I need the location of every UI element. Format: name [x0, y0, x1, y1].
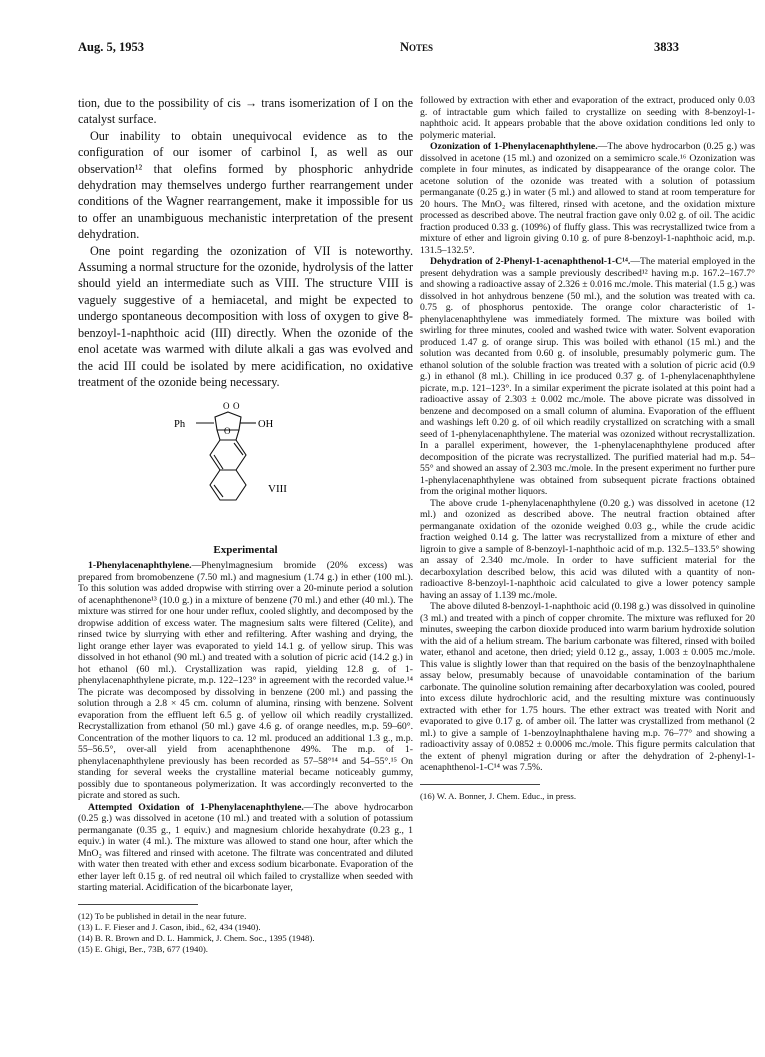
right-paragraph-3: [420, 256, 755, 498]
right-paragraph-2: [420, 141, 755, 256]
run-in-heading: Ozonization of 1-Phenylacenaphthylene.: [430, 141, 598, 152]
right-paragraph-5: The above diluted 8-benzoyl-1-naphthoic acid (0.198 g.) was dissolved in quinoline (3 ml.) and treated with a pinch of copper chromite. The mixture was refluxed for 20 minutes, sweeping the carbon dioxide produced into warm barium hydroxide solution with the aid of a helium stream. The barium carbonate was filtered, rinsed with boiled water, ethanol and acetone, then dried; yield 0.12 g., assay, 1.003 ± 0.005 mc./mole. This value is slightly lower than that required on the basis of the benzoylnaphthalene assay below, presumably because of unavoidable contamination of the barium carbonate. The quinoline solution remaining after decarboxylation was cooled, poured into excess dilute hydrochloric acid, and the resulting mixture was continuously extracted with ether for 1.75 hours. The ether extract was treated with Norit and evaporated to give 0.17 g. of amber oil. The latter was crystallized from methanol (2 ml.) to give a sample of 1-benzoylnaphthalene having m.p. 76–77° and showing a radioactivity assay of 0.0852 ± 0.0006 mc./mole. This figure permits calculation that the extent of phenyl migration during or after the dehydration of 2-phenyl-1-acenaphthenol-1-C¹⁴ was 7.5%.: [420, 601, 755, 773]
experimental-heading: Experimental: [213, 544, 278, 557]
footnote-rule: [78, 904, 198, 905]
structure-label: VIII: [268, 483, 287, 496]
structure-o-ring: O: [224, 426, 231, 437]
footnote-15: (15) E. Ghigi, Ber., 73B, 677 (1940).: [78, 943, 208, 954]
header-section: Notes: [400, 40, 434, 54]
structure-viii-drawing: [78, 392, 413, 542]
experimental-paragraph-1: [78, 560, 413, 802]
right-paragraph-1: followed by extraction with ether and evaporation of the extract, produced only 0.03 g. of intractable gum which failed to crystallize on seeding with 8-benzoyl-1-naphthoic acid. It appears probable that the above oxidation conditions led only to polymeric material.: [420, 95, 755, 141]
left-paragraph-2: Our inability to obtain unequivocal evidence as to the configuration of our isomer of carbinol I, as well as our observation¹² that olefins formed by phosphoric anhydride dehydration may themselves undergo further rearrangement under conditions of the Wagner rearrangement, make it impossible for us to offer an unambiguous mechanistic interpretation of the present dehydration.: [78, 128, 413, 242]
footnote-16: (16) W. A. Bonner, J. Chem. Educ., in press.: [420, 790, 577, 801]
experimental-paragraph-2: [78, 802, 413, 894]
footnote-rule: [420, 784, 540, 785]
right-paragraph-4: The above crude 1-phenylacenaphthylene (0.20 g.) was dissolved in acetone (12 ml.) and ozonized as described above. The neutral fraction obtained after permanganate oxidation of the ozonide weighed 0.03 g., while the crude acidic fraction weighed 0.14 g. The latter was recrystallized from a mixture of ether and ligroin to give a sample of 8-benzoyl-1-naphthoic acid of m.p. 132.5–133.5° showing an assay of 2.340 mc./mole. In order to have sufficient material for the decarboxylation described below, this acid was diluted with a quantity of non-radioactive 8-benzoyl-1-naphthoic acid calculated to give a lower potency sample having an assay of 1.139 mc./mole.: [420, 497, 755, 601]
header-page-number: 3833: [654, 40, 679, 54]
header-date: Aug. 5, 1953: [78, 40, 144, 54]
right-column: [420, 95, 755, 802]
structure-o-top-right: O: [233, 401, 240, 412]
paragraph-text: —The material employed in the present dehydration was a sample previously described¹² having m.p. 167.2–167.7° and showing a radioactive assay of 2.326 ± 0.016 mc./mole. This material (1.5 g.) was dissolved in hot anhydrous benzene (50 ml.), and the solution was treated with ca. 0.75 g. of phosphorus pentoxide. The orange color characteristic of 1-phenylacenaphthylene was immediately formed. The mixture was boiled with swirling for three minutes, cooled and washed twice with water. Solvent evaporation produced 1.47 g. of orange sirup. This was boiled with ethanol (15 ml.) and the solution was decanted from 0.60 g. of insoluble, presumably polymeric gum. The ethanol solution of the soluble fraction was treated with a solution of picric acid (0.9 g.) in ethanol (8 ml.). Chilling in ice produced 0.37 g. of 1-phenylacenaphthylene picrate, m.p. 121–123°. In a similar experiment the picrate isolated at this point had a radioactive assay of 2.303 ± 0.002 mc./mole. The above picrate was dissolved in benzene and decomposed on a small column of alumina. Evaporation of the effluent and washings left 0.20 g. of oil which readily crystallized on scratching with a small seed of 1-phenylacenaphthylene. The material was ozonized without recrystallization. In a parallel experiment, however, the 1-phenylacenaphthylene produced after decomposition of the picrate was recrystallized. The purified material had m.p. 54–55° and showed an assay of 2.303 mc./mole. In the present experiment no further pure 1-phenylacenaphthylene was obtained from subsequent picrate fractions obtained from the original mother liquors.: [420, 256, 756, 497]
footnote-14: (14) B. R. Brown and D. L. Hammick, J. Chem. Soc., 1395 (1948).: [78, 932, 315, 943]
paragraph-text: —The above hydrocarbon (0.25 g.) was dissolved in acetone (10 ml.) and treated with a solution of potassium permanganate (0.35 g., 1 equiv.) and magnesium chloride hexahydrate (0.23 g., 1 equiv.) in water (4 ml.). The mixture was allowed to stand one hour, after which the MnO₂ was filtered and rinsed with acetone. The filtrate was concentrated and diluted with water then treated with ether and excess sodium bicarbonate. Evaporation of the ether layer left 0.15 g. of red neutral oil which failed to crystallize when seeded with starting material. Acidification of the bicarbonate layer,: [78, 801, 413, 894]
left-paragraph-1: tion, due to the possibility of cis → trans isomerization of I on the catalyst surface.: [78, 96, 413, 127]
left-paragraph-3: One point regarding the ozonization of VII is noteworthy. Assuming a normal structure for the ozonide, hydrolysis of the latter should yield an intermediate such as VIII. The structure VIII is vaguely suggestive of a hemiacetal, and might be expected to undergo spontaneous decomposition with loss of oxygen to give 8-benzoyl-1-naphthoic acid (III) directly. When the ozonide of the enol acetate was warmed with dilute alkali a gas was evolved and the acid III could be isolated by mere acidification, no oxidative treatment of the ozonide being necessary.: [78, 243, 413, 389]
run-in-heading: Attempted Oxidation of 1-Phenylacenaphthylene.: [88, 801, 304, 813]
left-column: [78, 95, 413, 955]
structure-oh: OH: [258, 419, 274, 431]
structure-ph: Ph: [174, 419, 186, 431]
paragraph-text: —Phenylmagnesium bromide (20% excess) was prepared from bromobenzene (7.50 ml.) and magnesium (1.74 g.) in ether (100 ml.). To this solution was added dropwise with stirring over a 20-minute period a solution of acenaphthenone¹³ (10.0 g.) in a mixture of benzene (70 ml.) and ether (40 ml.). The mixture was stirred for one hour under reflux, cooled slightly, and decomposed by the dropwise addition of excess water. The magnesium salts were filtered (Celite), and rinsed twice by slurrying with ether and refiltering. After washing and drying, the light orange ether layer was evaporated to yield 14.1 g. of yellow sirup. This was dissolved in hot ethanol (90 ml.) and treated with a solution of picric acid (14.2 g.) in hot ethanol (60 ml.). Crystallization was rapid, yielding 12.8 g. of 1-phenylacenaphthylene picrate, m.p. 122–123° in agreement with the recorded value.¹⁴ The picrate was decomposed by dissolving in benzene (200 ml.) and passing the solution through a 2.8 × 45 cm. column of alumina, rinsing with benzene. Solvent evaporation from the effluent left 6.5 g. of yellow oil which readily crystallized. Recrystallization from ethanol (50 ml.) gave 4.6 g. of orange needles, m.p. 59–60°. Concentration of the mother liquors to ca. 12 ml. produced an additional 1.3 g., m.p. 55–56.5°, over-all yield from acenaphthenone 49%. The m.p. of 1-phenylacenaphthylene previously has been recorded as 57–58°¹⁴ and 54–55°.¹⁵ On standing for several weeks the crystalline material became noticeably gummy, possibly due to spontaneous polymerization. It was accordingly reconverted to the picrate and stored as such.: [78, 560, 413, 802]
structure-o-top-left: O: [223, 401, 230, 412]
run-in-heading: Dehydration of 2-Phenyl-1-acenaphthenol-1-C¹⁴.: [430, 256, 631, 267]
footnote-13: (13) L. F. Fieser and J. Cason, ibid., 62, 434 (1940).: [78, 921, 261, 932]
paragraph-text: —The above hydrocarbon (0.25 g.) was dissolved in acetone (15 ml.) and ozonized on a semimicro scale.¹⁶ Ozonization was complete in four minutes, as indicated by disappearance of the orange color. The acetone solution of the ozonide was treated with a solution of potassium permanganate (0.25 g.) in water (5 ml.) and allowed to stand at room temperature for 20 hours. The MnO₂ was filtered, rinsed with acetone, and the oxidation mixture processed as described above. The neutral fraction gave only 0.02 g. of oil. The acidic fraction produced 0.33 g. (109%) of fluffy glass. This was recrystallized twice from a mixture of ether and ligroin giving 0.10 g. of pure 8-benzoyl-1-naphthoic acid, m.p. 131.5–132.5°.: [420, 141, 755, 256]
structure-viii: [78, 392, 413, 542]
run-in-heading: 1-Phenylacenaphthylene.: [88, 560, 192, 572]
footnote-12: (12) To be published in detail in the near future.: [78, 910, 247, 921]
